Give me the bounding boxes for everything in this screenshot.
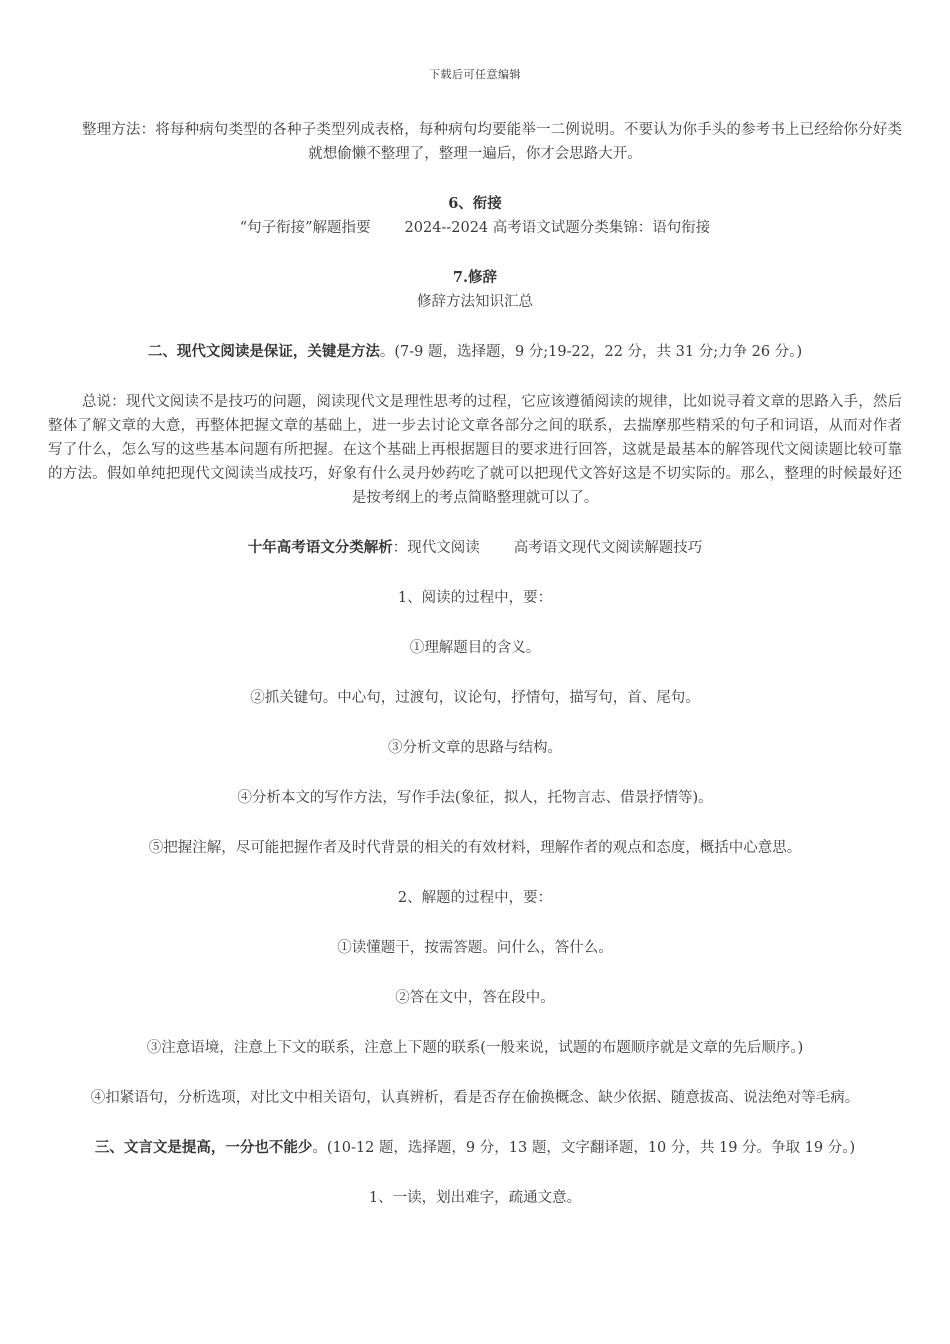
document-body — [48, 118, 902, 1210]
part-3-heading-detail: 。(10-12 题，选择题，9 分，13 题，文字翻译题，10 分，共 19 分。争取 19 分。) — [312, 1140, 856, 1156]
part-2-heading-bold: 二、现代文阅读是保证，关键是方法 — [147, 343, 380, 360]
method-paragraph: 整理方法：将每种病句类型的各种子类型列成表格，每种病句均要能举一二例说明。不要认为你手头的参考书上已经给你分好类就想偷懒不整理了，整理一遍后，你才会思路大开。 — [82, 122, 902, 162]
sentence-linking-link[interactable]: “句子衔接”解题指要 — [239, 220, 371, 236]
solving-item: ①读懂题干，按需答题。问什么，答什么。 — [337, 940, 613, 956]
rhetoric-summary-link[interactable]: 修辞方法知识汇总 — [417, 294, 533, 310]
reading-process-title: 1、阅读的过程中，要： — [397, 590, 553, 606]
page-header: 下载后可任意编辑 — [429, 68, 521, 81]
part-3-heading-bold: 三、文言文是提高，一分也不能少 — [94, 1139, 313, 1156]
part-2-heading — [48, 340, 902, 364]
section-6-links — [48, 216, 902, 240]
solving-process-title: 2、解题的过程中，要： — [397, 890, 553, 906]
part-3-heading — [48, 1136, 902, 1160]
reading-item: ④分析本文的写作方法，写作手法(象征，拟人，托物言志、借景抒情等)。 — [237, 790, 713, 806]
part-2-summary: 总说：现代文阅读不是技巧的问题，阅读现代文是理性思考的过程，它应该遵循阅读的规律，比如说寻着文章的思路入手，然后整体了解文章的大意，再整体把握文章的基础上，进一步去讨论文章各部分之间的联系，去揣摩那些精采的句子和词语，从而对作者写了什么，怎么写的这些基本问题有所把握。在这个基础上再根据题目的要求进行回答，这就是最基本的解答现代文阅读题比较可靠的方法。假如单纯把现代文阅读当成技巧，好象有什么灵丹妙药吃了就可以把现代文答好这是不切实际的。那么，整理的时候最好还是按考纲上的考点简略整理就可以了。 — [48, 394, 902, 506]
modern-reading-label: ：现代文阅读 — [392, 540, 480, 556]
sentence-linking-collection-link[interactable]: 2024--2024 高考语文试题分类集锦：语句衔接 — [404, 220, 711, 236]
reading-item: ③分析文章的思路与结构。 — [388, 740, 562, 756]
section-6-title: 6、衔接 — [448, 195, 502, 212]
reading-item: ②抓关键句。中心句，过渡句，议论句，抒情句，描写句，首、尾句。 — [250, 690, 700, 706]
solving-item: ④扣紧语句，分析选项，对比文中相关语句，认真辨析，看是否存在偷换概念、缺少依据、随意拔高、说法绝对等毛病。 — [90, 1090, 860, 1106]
classical-step-1: 1、一读，划出难字，疏通文意。 — [368, 1190, 582, 1206]
reading-item: ①理解题目的含义。 — [409, 640, 541, 656]
solving-item: ③注意语境，注意上下文的联系，注意上下题的联系(一般来说，试题的布题顺序就是文章的先后顺序。) — [146, 1040, 804, 1056]
modern-reading-tips-link[interactable]: 高考语文现代文阅读解题技巧 — [513, 540, 703, 556]
part-2-references — [48, 536, 902, 560]
solving-item: ②答在文中，答在段中。 — [395, 990, 555, 1006]
section-7-title: 7.修辞 — [452, 269, 498, 286]
reading-item: ⑤把握注解，尽可能把握作者及时代背景的相关的有效材料，理解作者的观点和态度，概括中心意思。 — [148, 840, 802, 856]
part-2-heading-detail: 。(7-9 题，选择题，9 分;19-22，22 分，共 31 分;力争 26 分。) — [379, 344, 803, 360]
ten-year-analysis-link[interactable]: 十年高考语文分类解析 — [247, 539, 393, 556]
